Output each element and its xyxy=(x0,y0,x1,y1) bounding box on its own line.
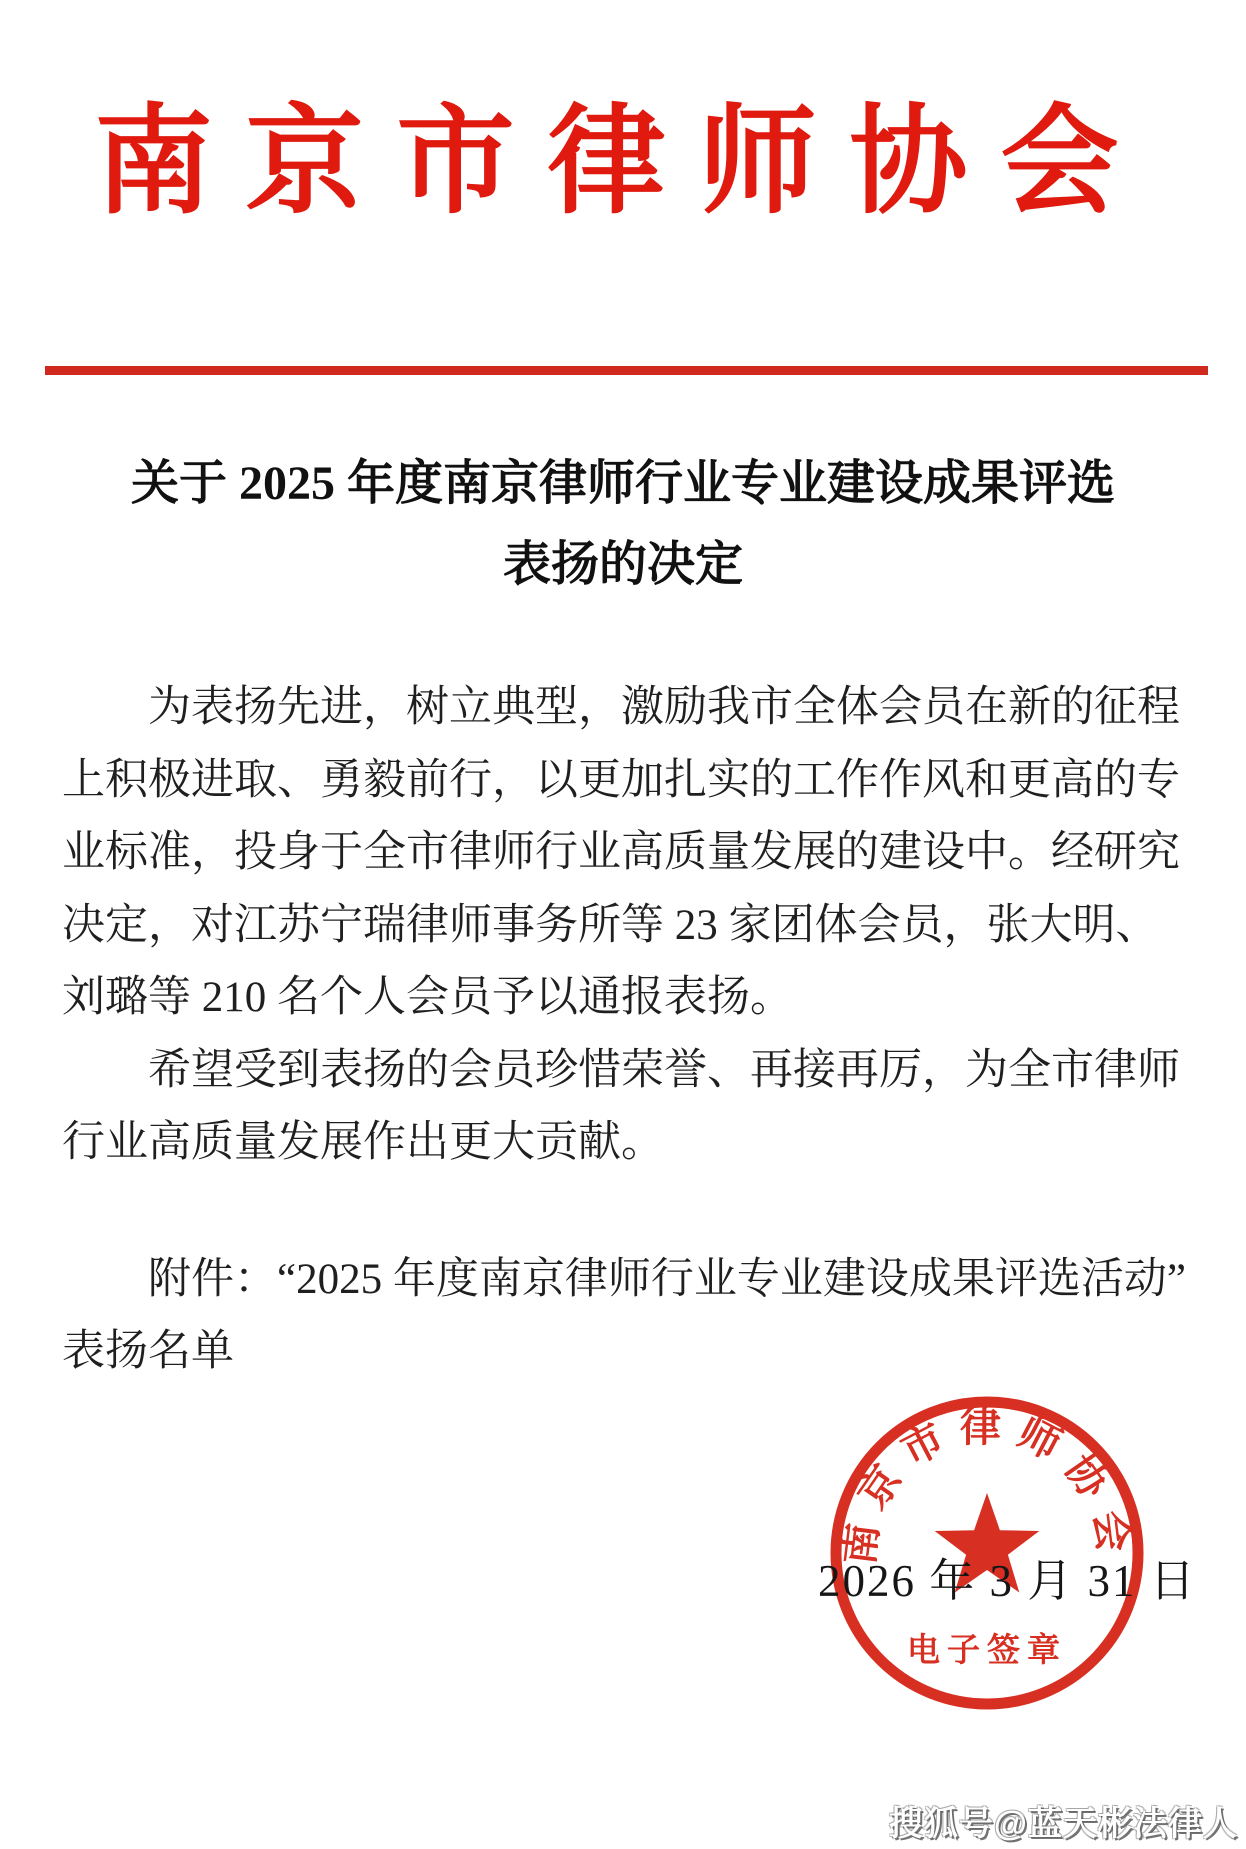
seal-arc-text: 南京市律师协会 xyxy=(835,1404,1139,1568)
org-header-title: 南京市律师协会 xyxy=(94,97,1152,228)
body-line: 刘璐等 210 名个人会员予以通报表扬。 xyxy=(62,974,793,1021)
document-title-line2: 表扬的决定 xyxy=(502,538,743,591)
issue-date: 2026 年 3 月 31 日 xyxy=(818,1556,1197,1606)
document-body xyxy=(62,672,1190,1389)
document-title xyxy=(0,443,1246,605)
red-divider-rule xyxy=(45,366,1208,375)
body-line: 决定，对江苏宁瑞律师事务所等 23 家团体会员，张大明、 xyxy=(62,901,1159,949)
attachment-line: 表扬名单 xyxy=(62,1328,234,1375)
body-line: 行业高质量发展作出更大贡献。 xyxy=(62,1119,664,1166)
body-line: 为表扬先进，树立典型，激励我市全体会员在新的征程 xyxy=(148,684,1180,731)
document-title-line1: 关于 2025 年度南京律师行业专业建设成果评选 xyxy=(130,457,1115,510)
watermark-credit: 搜狐号@蓝天彬法律人 xyxy=(888,1805,1238,1843)
attachment-line: 附件：“2025 年度南京律师行业专业建设成果评选活动” xyxy=(148,1255,1186,1303)
paragraph-gap xyxy=(62,1180,1190,1244)
seal-type-label: 电子签章 xyxy=(907,1631,1067,1668)
body-line: 上积极进取、勇毅前行，以更加扎实的工作作风和更高的专 xyxy=(62,756,1180,804)
body-line: 业标准，投身于全市律师行业高质量发展的建设中。经研究 xyxy=(62,829,1180,876)
body-line: 希望受到表扬的会员珍惜荣誉、再接再厉，为全市律师 xyxy=(148,1046,1180,1094)
